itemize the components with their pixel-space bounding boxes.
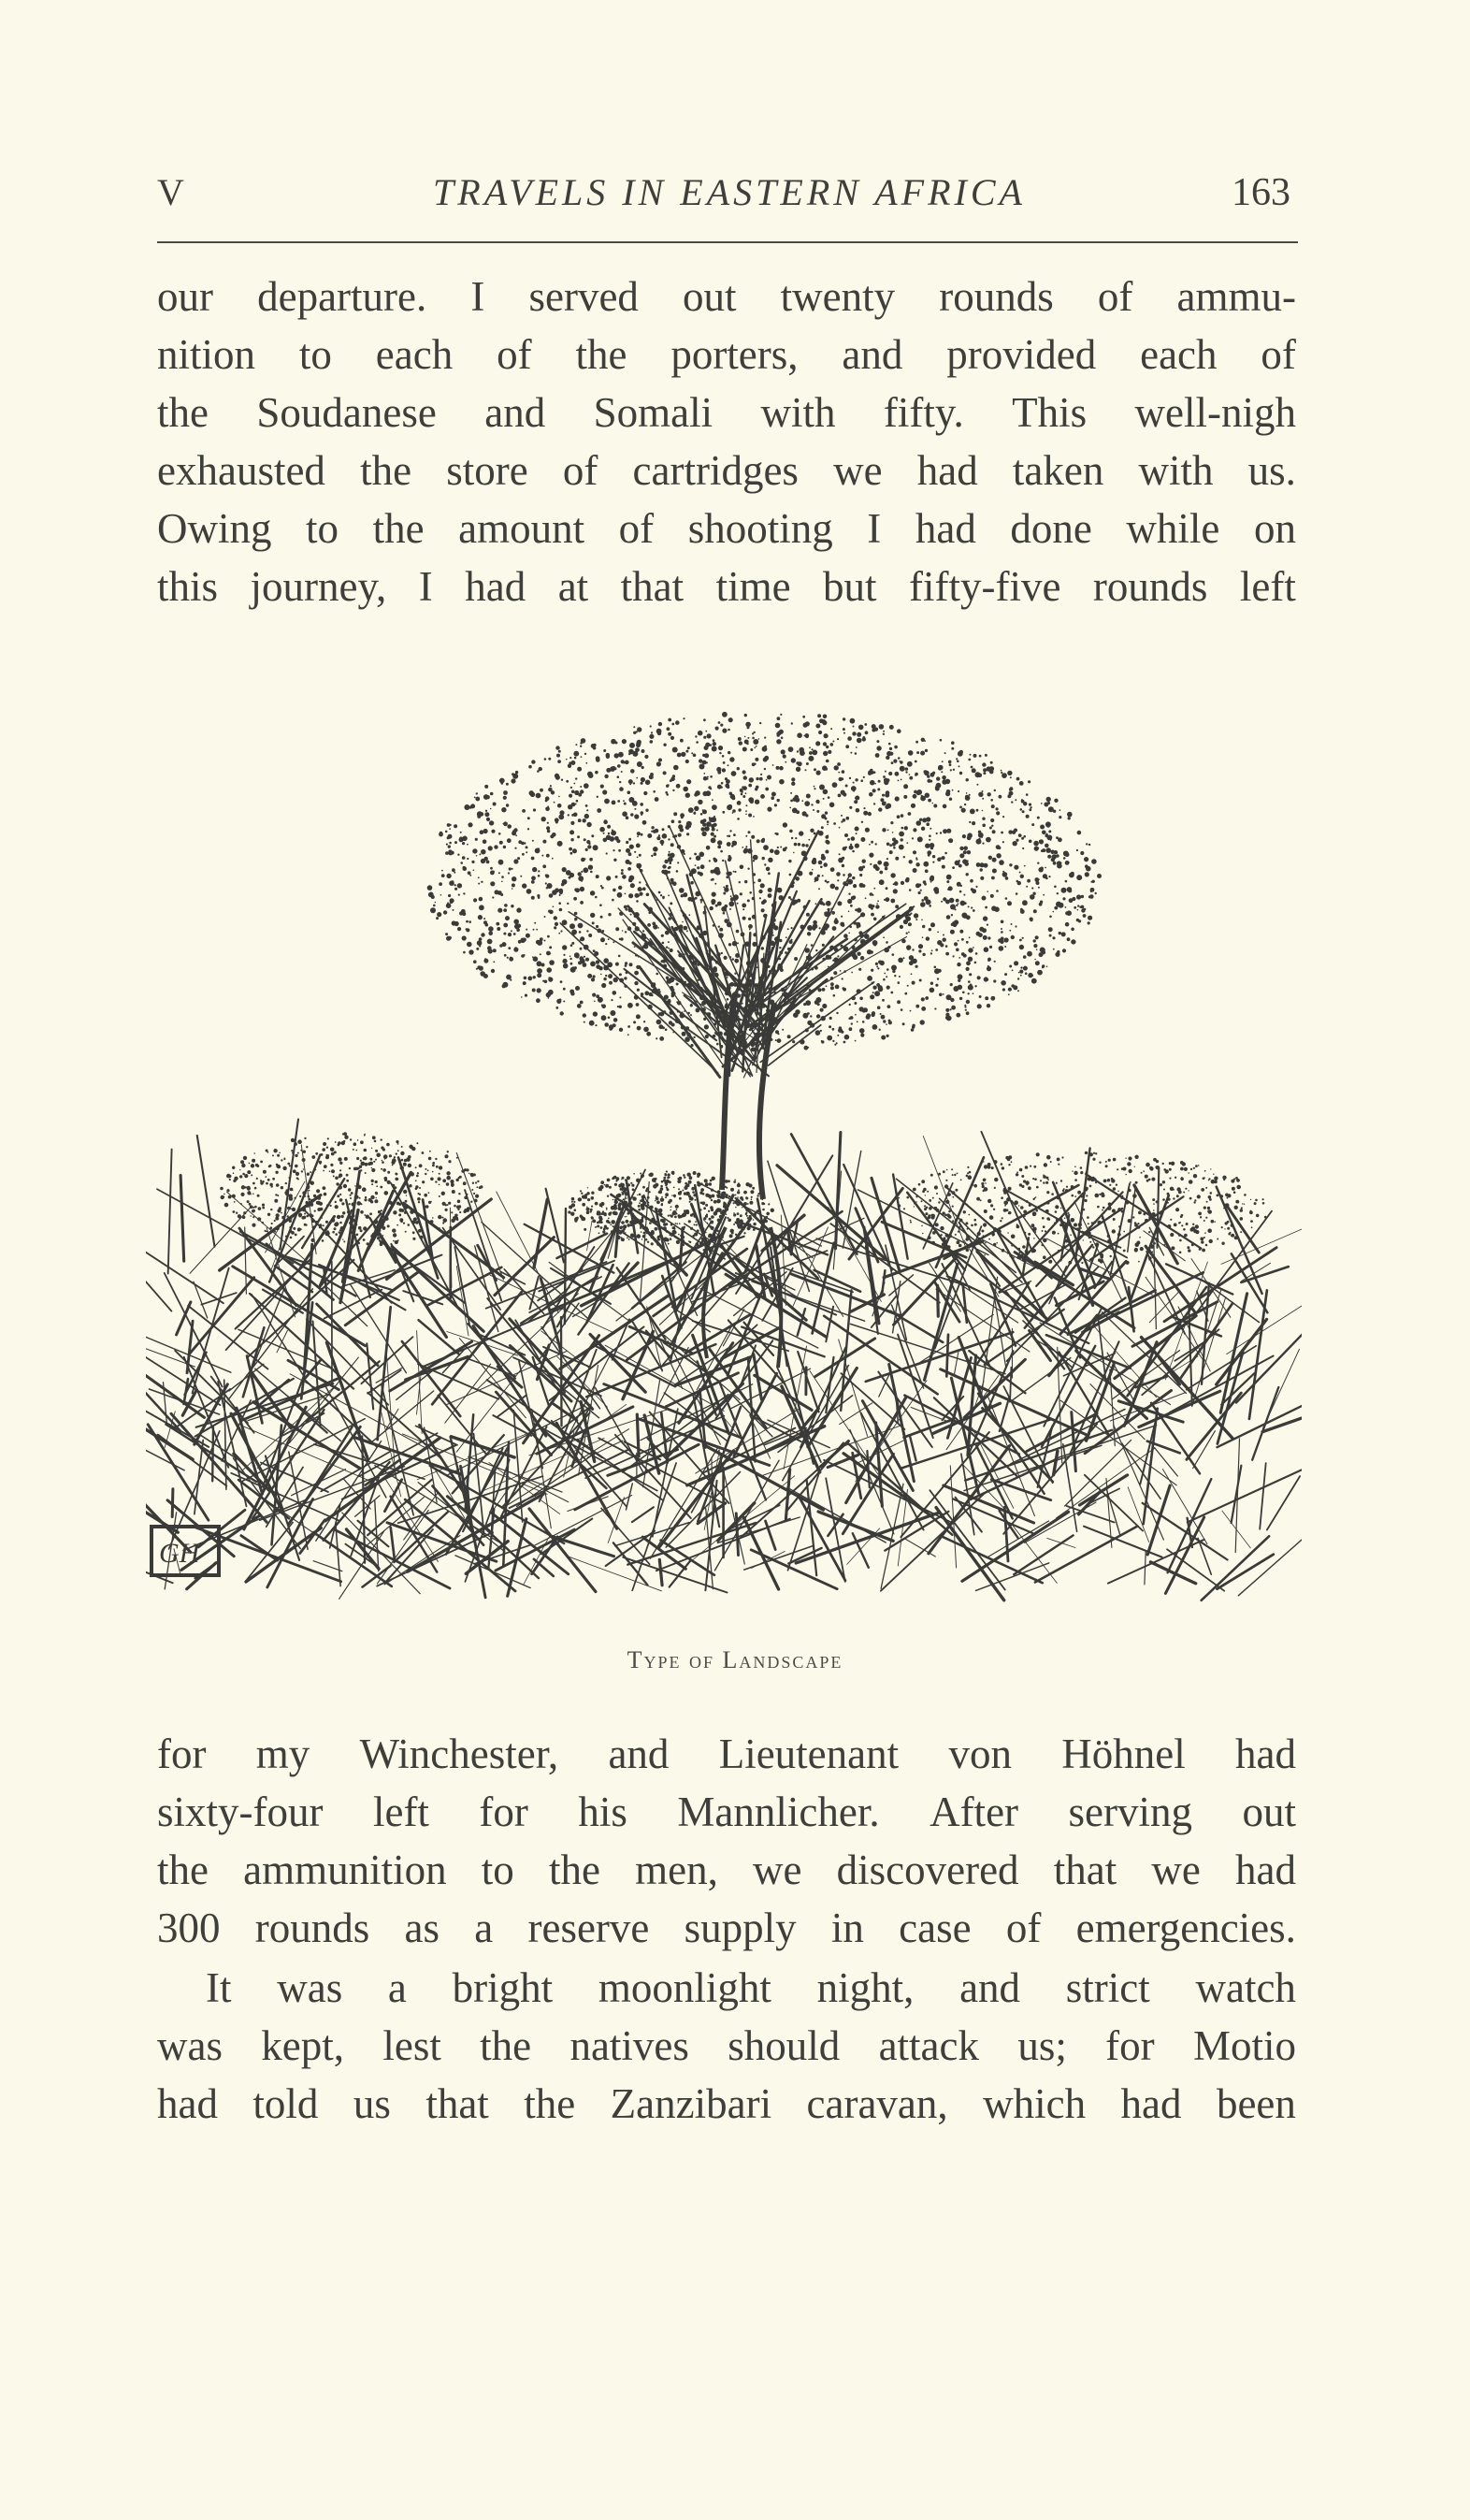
word: the — [157, 1847, 209, 1893]
word: our — [157, 273, 213, 320]
word: each — [375, 331, 454, 378]
word: departure. — [257, 273, 427, 320]
paragraph-next — [157, 1959, 1296, 2133]
word: Owing — [157, 505, 272, 552]
word: the — [157, 389, 209, 436]
word: Zanzibari — [610, 2080, 772, 2127]
word: that — [620, 563, 685, 610]
word: Höhnel — [1061, 1731, 1186, 1777]
word: out — [1242, 1789, 1296, 1835]
word: for — [157, 1731, 207, 1777]
word: had — [157, 2080, 218, 2127]
landscape-engraving — [146, 666, 1302, 1624]
word: porters, — [670, 331, 799, 378]
word: of — [1097, 273, 1133, 320]
word: caravan, — [806, 2080, 948, 2127]
word: Motio — [1192, 2022, 1296, 2069]
running-header — [157, 165, 1302, 217]
word: the — [548, 1847, 600, 1893]
word: for — [1105, 2022, 1155, 2069]
word: case — [899, 1904, 972, 1951]
word: ammu- — [1176, 273, 1296, 320]
word: night, — [816, 1964, 915, 2011]
word: at — [557, 563, 589, 610]
word: men, — [635, 1847, 718, 1893]
word: each — [1140, 331, 1218, 378]
word: a — [474, 1904, 494, 1951]
text-line — [157, 1899, 1296, 1957]
word: to — [481, 1847, 514, 1893]
word: been — [1216, 2080, 1296, 2127]
word: taken — [1012, 447, 1104, 494]
word: was — [157, 2022, 223, 2069]
word: told — [252, 2080, 319, 2127]
word: shooting — [687, 505, 833, 552]
word: his — [578, 1789, 627, 1835]
word: had — [1120, 2080, 1182, 2127]
word: discovered — [836, 1847, 1019, 1893]
word: rounds — [254, 1904, 370, 1951]
word: of — [562, 447, 598, 494]
word: the — [372, 505, 425, 552]
word: done — [1010, 505, 1092, 552]
page-number: 163 — [1232, 171, 1290, 214]
word: in — [830, 1904, 864, 1951]
word: rounds — [1092, 563, 1208, 610]
word: which — [983, 2080, 1087, 2127]
word: This — [1012, 389, 1088, 436]
word: bright — [452, 1964, 554, 2011]
word: us. — [1247, 447, 1296, 494]
word: this — [157, 563, 219, 610]
word: left — [1239, 563, 1296, 610]
word: I — [418, 563, 433, 610]
word: a — [387, 1964, 407, 2011]
word: had — [916, 447, 978, 494]
word: strict — [1065, 1964, 1150, 2011]
word: natives — [569, 2022, 689, 2069]
word: well-nigh — [1134, 389, 1296, 436]
word: us — [353, 2080, 391, 2127]
word: we — [1151, 1847, 1201, 1893]
word: we — [753, 1847, 802, 1893]
word: I — [867, 505, 882, 552]
word: while — [1126, 505, 1220, 552]
word: Somali — [593, 389, 713, 436]
word: nition — [157, 331, 256, 378]
word: Lieutenant — [718, 1731, 900, 1777]
word: that — [425, 2080, 489, 2127]
word: twenty — [780, 273, 896, 320]
text-line — [157, 558, 1296, 616]
text-line — [157, 326, 1296, 384]
word: out — [683, 273, 737, 320]
word: Mannlicher. — [677, 1789, 880, 1835]
word: and — [959, 1964, 1021, 2011]
word: of — [618, 505, 655, 552]
text-line — [157, 1783, 1296, 1841]
word: but — [823, 563, 877, 610]
word: journey, — [250, 563, 387, 610]
word: with — [760, 389, 836, 436]
word: It — [206, 1964, 232, 2011]
word: time — [715, 563, 791, 610]
figure-caption: Type of Landscape — [627, 1646, 843, 1673]
landscape-illustration — [146, 666, 1302, 1624]
word: had — [1235, 1731, 1296, 1777]
word: sixty-four — [157, 1789, 324, 1835]
word: had — [465, 563, 526, 610]
word: rounds — [939, 273, 1054, 320]
text-line — [157, 1725, 1296, 1783]
word: exhausted — [157, 447, 325, 494]
text-line — [157, 1841, 1296, 1899]
word: and — [608, 1731, 670, 1777]
word: on — [1253, 505, 1296, 552]
word: and — [842, 331, 903, 378]
word: reserve — [527, 1904, 650, 1951]
word: von — [948, 1731, 1012, 1777]
word: of — [1261, 331, 1296, 378]
word: fifty. — [883, 389, 964, 436]
word: attack — [878, 2022, 979, 2069]
text-line — [157, 500, 1296, 558]
word: as — [404, 1904, 440, 1951]
word: the — [575, 331, 627, 378]
word: After — [930, 1789, 1019, 1835]
word: I — [470, 273, 485, 320]
word: watch — [1195, 1964, 1296, 2011]
word: 300 — [157, 1904, 221, 1951]
word: store — [446, 447, 528, 494]
word: kept, — [261, 2022, 345, 2069]
word: Winchester, — [359, 1731, 559, 1777]
word: ammunition — [243, 1847, 447, 1893]
header-rule — [157, 241, 1298, 243]
word: amount — [458, 505, 585, 552]
text-line — [157, 384, 1296, 442]
text-line — [157, 268, 1296, 326]
text-line — [157, 2017, 1296, 2075]
word: moonlight — [598, 1964, 771, 2011]
word: supply — [684, 1904, 797, 1951]
word: to — [306, 505, 339, 552]
word: Soudanese — [256, 389, 437, 436]
chapter-number: V — [157, 171, 185, 213]
word: fifty-five — [909, 563, 1061, 610]
word: of — [497, 331, 532, 378]
word: cartridges — [632, 447, 799, 494]
word: had — [915, 505, 976, 552]
word: to — [298, 331, 332, 378]
word: the — [360, 447, 412, 494]
word: serving — [1068, 1789, 1192, 1835]
word: my — [255, 1731, 310, 1777]
word: should — [728, 2022, 841, 2069]
word: us; — [1017, 2022, 1067, 2069]
word: served — [528, 273, 639, 320]
word: lest — [382, 2022, 441, 2069]
word: with — [1138, 447, 1214, 494]
word: for — [479, 1789, 528, 1835]
word: had — [1235, 1847, 1296, 1893]
paragraph-bottom — [157, 1725, 1296, 1957]
word: of — [1005, 1904, 1042, 1951]
running-title: TRAVELS IN EASTERN AFRICA — [433, 171, 1026, 213]
word: provided — [946, 331, 1097, 378]
text-line — [157, 1959, 1296, 2017]
text-line — [157, 2075, 1296, 2133]
word: was — [277, 1964, 343, 2011]
word: left — [372, 1789, 429, 1835]
word: emergencies. — [1075, 1904, 1296, 1951]
word: and — [484, 389, 546, 436]
word: that — [1053, 1847, 1117, 1893]
word: the — [524, 2080, 576, 2127]
text-line — [157, 442, 1296, 500]
word: we — [833, 447, 883, 494]
paragraph-top — [157, 268, 1296, 616]
word: the — [480, 2022, 532, 2069]
